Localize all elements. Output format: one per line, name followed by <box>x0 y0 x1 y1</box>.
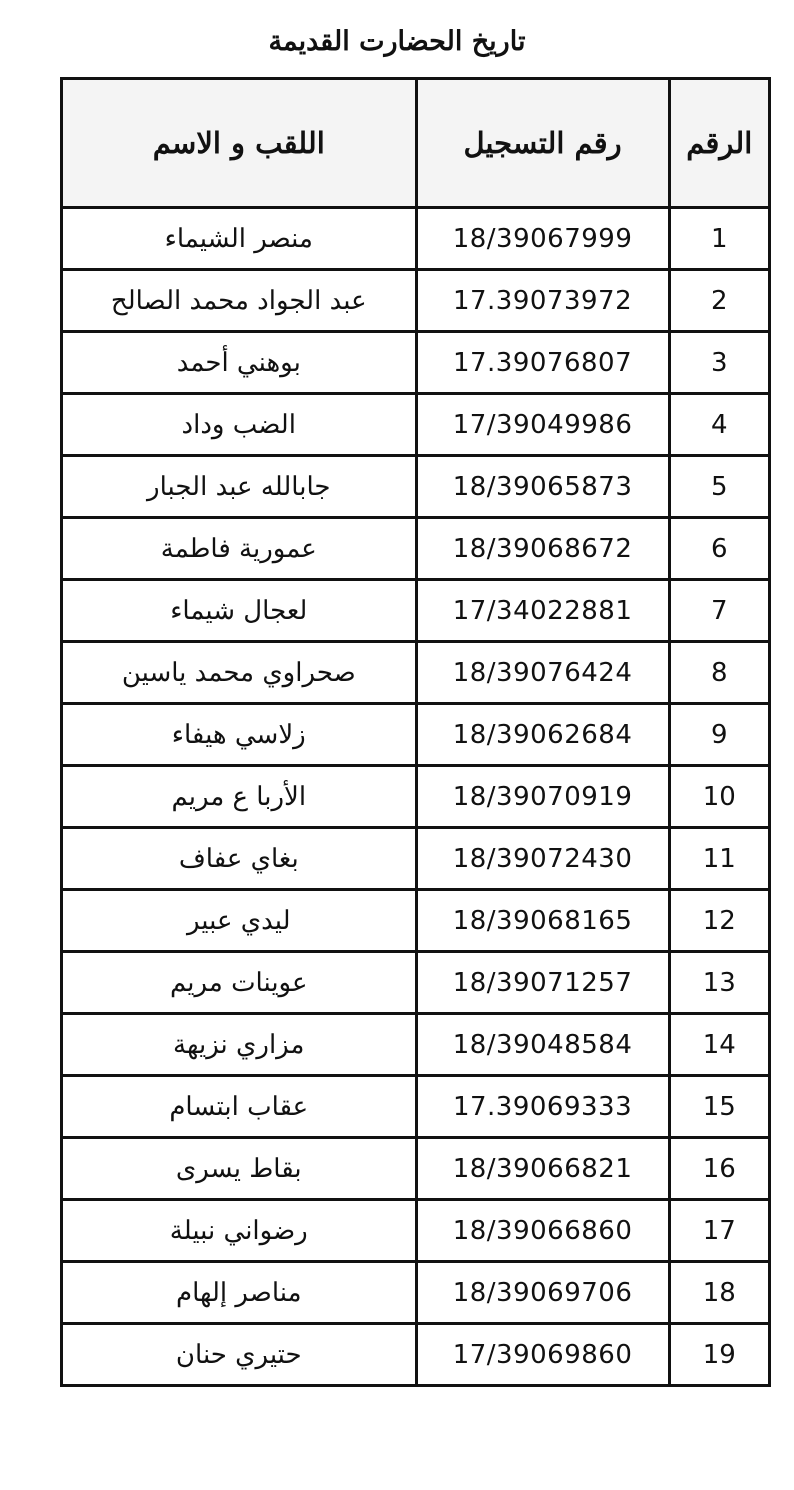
cell-number: 17 <box>669 1200 769 1262</box>
header-name: اللقب و الاسم <box>62 79 417 208</box>
cell-name: الضب وداد <box>62 394 417 456</box>
table-row <box>62 1200 770 1262</box>
table-row <box>62 766 770 828</box>
cell-registration: 18/39070919 <box>416 766 669 828</box>
student-table <box>60 77 771 1387</box>
cell-name: حتيري حنان <box>62 1324 417 1386</box>
header-number: الرقم <box>669 79 769 208</box>
cell-number: 16 <box>669 1138 769 1200</box>
cell-registration: 18/39067999 <box>416 208 669 270</box>
cell-number: 10 <box>669 766 769 828</box>
cell-registration: 18/39066860 <box>416 1200 669 1262</box>
table-row <box>62 642 770 704</box>
cell-number: 5 <box>669 456 769 518</box>
cell-number: 4 <box>669 394 769 456</box>
cell-name: مزاري نزيهة <box>62 1014 417 1076</box>
cell-registration: 17.39076807 <box>416 332 669 394</box>
cell-number: 11 <box>669 828 769 890</box>
table-row <box>62 1014 770 1076</box>
cell-name: ليدي عبير <box>62 890 417 952</box>
cell-number: 13 <box>669 952 769 1014</box>
cell-number: 2 <box>669 270 769 332</box>
cell-name: بوهني أحمد <box>62 332 417 394</box>
cell-number: 9 <box>669 704 769 766</box>
cell-name: منصر الشيماء <box>62 208 417 270</box>
cell-registration: 18/39048584 <box>416 1014 669 1076</box>
cell-name: الأربا ع مريم <box>62 766 417 828</box>
cell-number: 1 <box>669 208 769 270</box>
cell-registration: 18/39068165 <box>416 890 669 952</box>
cell-registration: 18/39071257 <box>416 952 669 1014</box>
table-row <box>62 1138 770 1200</box>
page-title: تاريخ الحضارت القديمة <box>268 26 526 57</box>
cell-name: صحراوي محمد ياسين <box>62 642 417 704</box>
table-row <box>62 828 770 890</box>
cell-registration: 18/39065873 <box>416 456 669 518</box>
cell-name: لعجال شيماء <box>62 580 417 642</box>
cell-number: 6 <box>669 518 769 580</box>
cell-registration: 18/39068672 <box>416 518 669 580</box>
cell-registration: 17/39069860 <box>416 1324 669 1386</box>
table-row <box>62 580 770 642</box>
cell-name: بغاي عفاف <box>62 828 417 890</box>
cell-name: عوينات مريم <box>62 952 417 1014</box>
table-header-row <box>62 79 770 208</box>
table-row <box>62 332 770 394</box>
cell-name: مناصر إلهام <box>62 1262 417 1324</box>
cell-number: 8 <box>669 642 769 704</box>
table-row <box>62 1262 770 1324</box>
cell-registration: 18/39072430 <box>416 828 669 890</box>
table-row <box>62 952 770 1014</box>
cell-name: عقاب ابتسام <box>62 1076 417 1138</box>
table-row <box>62 704 770 766</box>
cell-number: 19 <box>669 1324 769 1386</box>
cell-number: 14 <box>669 1014 769 1076</box>
table-row <box>62 456 770 518</box>
cell-registration: 17.39069333 <box>416 1076 669 1138</box>
cell-number: 7 <box>669 580 769 642</box>
cell-number: 3 <box>669 332 769 394</box>
table-row <box>62 1076 770 1138</box>
cell-registration: 18/39069706 <box>416 1262 669 1324</box>
cell-name: عبد الجواد محمد الصالح <box>62 270 417 332</box>
cell-registration: 18/39076424 <box>416 642 669 704</box>
table-row <box>62 890 770 952</box>
cell-registration: 17/39049986 <box>416 394 669 456</box>
cell-name: جابالله عبد الجبار <box>62 456 417 518</box>
table-row <box>62 208 770 270</box>
cell-number: 18 <box>669 1262 769 1324</box>
table-row <box>62 518 770 580</box>
cell-registration: 17.39073972 <box>416 270 669 332</box>
cell-number: 12 <box>669 890 769 952</box>
cell-registration: 18/39062684 <box>416 704 669 766</box>
cell-number: 15 <box>669 1076 769 1138</box>
cell-name: عمورية فاطمة <box>62 518 417 580</box>
cell-name: بقاط يسرى <box>62 1138 417 1200</box>
header-registration: رقم التسجيل <box>416 79 669 208</box>
cell-registration: 17/34022881 <box>416 580 669 642</box>
cell-name: رضواني نبيلة <box>62 1200 417 1262</box>
cell-name: زلاسي هيفاء <box>62 704 417 766</box>
cell-registration: 18/39066821 <box>416 1138 669 1200</box>
table-row <box>62 394 770 456</box>
table-row <box>62 270 770 332</box>
table-row <box>62 1324 770 1386</box>
